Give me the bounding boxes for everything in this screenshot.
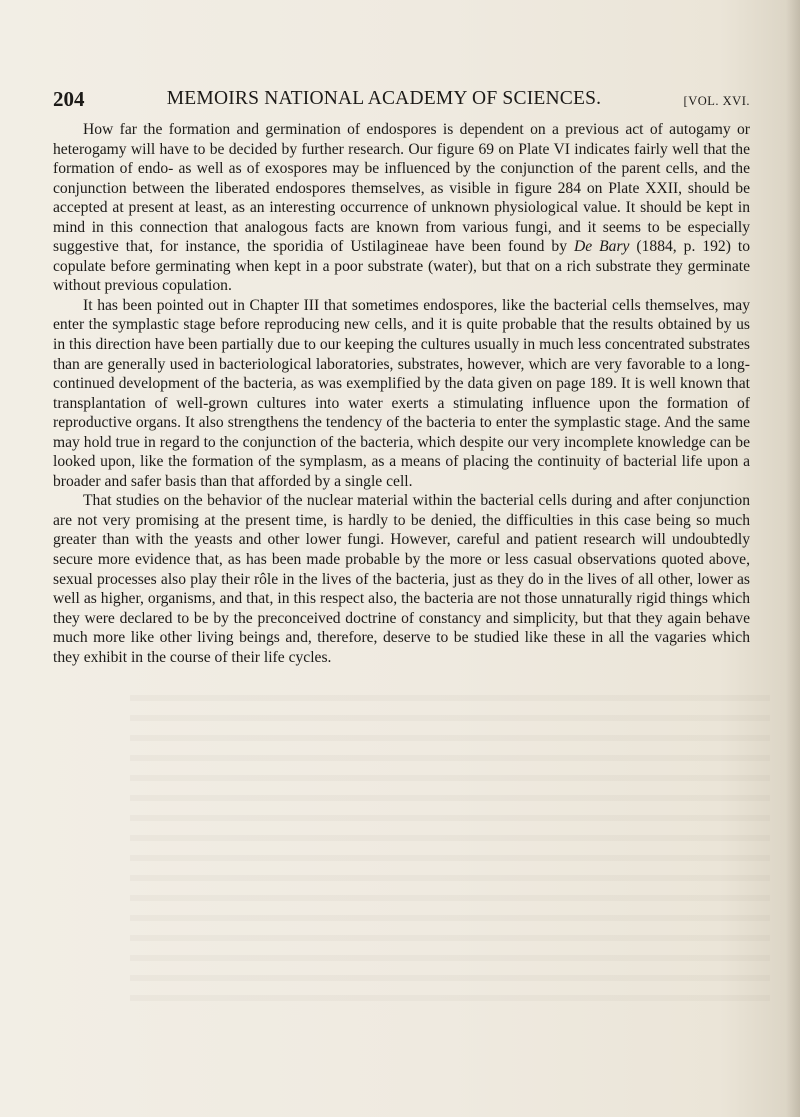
journal-title: MEMOIRS NATIONAL ACADEMY OF SCIENCES.	[166, 88, 602, 109]
running-head	[53, 86, 750, 112]
paragraph-1-text-before: How far the formation and germination of endospores is dependent on a previous act of autogamy or heterogamy will have to be decided by further research. Our figure 69 on Plate VI indicates fairly well that the formation of endo- as well as of exospores may be influenced by the conjunction of the parent cells, and the conjunction between the liberated endospores themselves, as visible in figure 284 on Plate XXII, should be accepted at present at least, as an interesting occurrence of unknown physiological value. It should be kept in mind in this connection that analogous facts are known from various fungi, and it seems to be especially suggestive that, for instance, the sporidia of Ustilagineae have been found by	[53, 121, 750, 256]
page-edge-shadow	[786, 0, 800, 1117]
author-citation: De Bary	[573, 238, 630, 256]
page-number: 204	[53, 87, 85, 111]
paragraph-1	[53, 120, 750, 296]
bleed-through-texture	[130, 695, 770, 1005]
paragraph-3: That studies on the behavior of the nuclear material within the bacterial cells during and after conjunction are not very promising at the present time, is hardly to be denied, the difficulties in this case being so much greater than with the yeasts and other lower fungi. However, careful and patient research will undoubtedly secure more evidence that, as has been made probable by the more or less casual observations quoted above, sexual processes also play their rôle in the lives of the bacteria, just as they do in the lives of all other, lower as well as higher, organisms, and that, in this respect also, the bacteria are not those unnaturally rigid things which they were declared to be by the preconceived doctrine of constancy and simplicity, but that they again behave much more like other living beings and, therefore, deserve to be studied like these in all the vagaries which they exhibit in the course of their life cycles.	[53, 492, 750, 666]
body-text	[53, 120, 750, 667]
paragraph-1-text-after: (1884, p. 192) to copulate before germinating when kept in a poor substrate (water), but that on a rich substrate they germinate without previous copulation.	[53, 238, 750, 295]
paragraph-2: It has been pointed out in Chapter III that sometimes endospores, like the bacterial cells themselves, may enter the symplastic stage before reproducing new cells, and it is quite probable that the results obtained by us in this direction have been partially due to our keeping the cultures usually in much less concentrated substrates than are generally used in bacteriological laboratories, substrates, however, which are very favorable to a long-continued development of the bacteria, as was exemplified by the data given on page 189. It is well known that transplantation of well-grown cultures into water exerts a stimulating influence upon the formation of reproductive organs. It also strengthens the tendency of the bacteria to enter the symplastic stage. And the same may hold true in regard to the conjunction of the bacteria, which despite our very incomplete knowledge can be looked upon, like the formation of the symplasm, as a means of placing the continuity of bacterial life upon a broader and safer basis than that afforded by a single cell.	[53, 296, 750, 490]
volume-label: [VOL. XVI.	[683, 94, 750, 108]
